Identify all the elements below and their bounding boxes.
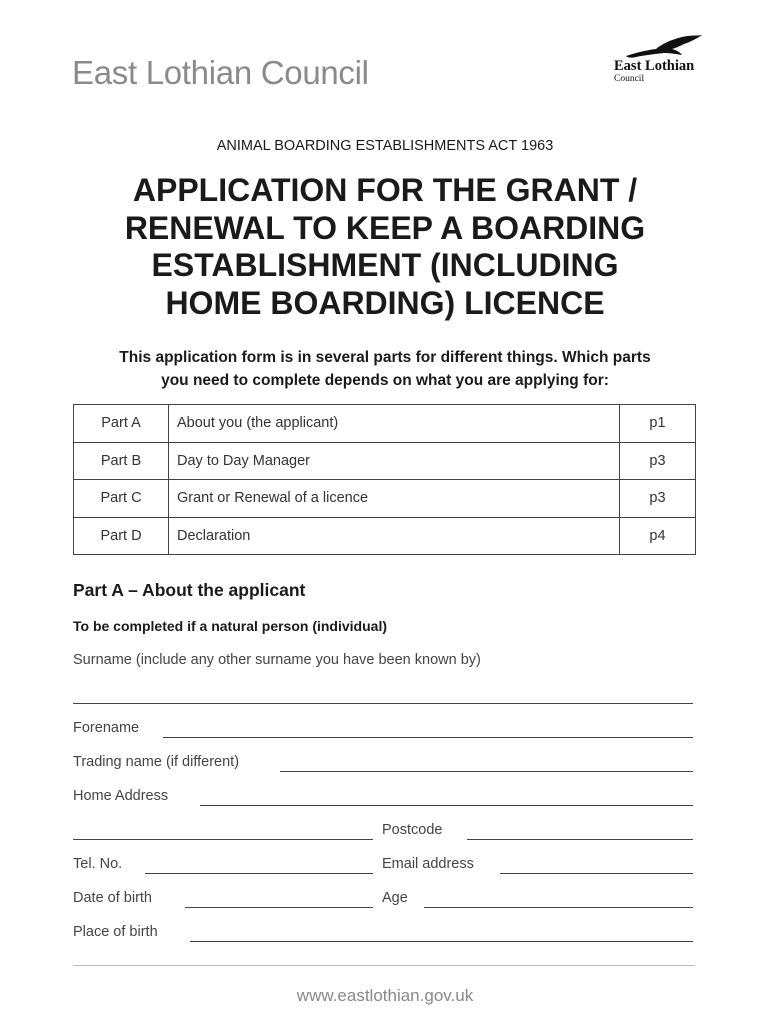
part-cell: Part B bbox=[74, 442, 169, 480]
title-line: HOME BOARDING) LICENCE bbox=[165, 284, 605, 321]
email-label: Email address bbox=[382, 856, 474, 872]
place-of-birth-field[interactable] bbox=[190, 941, 693, 942]
table-row bbox=[74, 517, 696, 555]
page-cell: p3 bbox=[620, 442, 696, 480]
forename-field[interactable] bbox=[163, 737, 693, 738]
eagle-icon bbox=[624, 34, 704, 60]
logo-wordmark: East Lothian bbox=[614, 58, 695, 74]
council-logo bbox=[612, 34, 722, 86]
footer-divider bbox=[73, 965, 695, 966]
part-cell: Part A bbox=[74, 405, 169, 443]
surname-label: Surname (include any other surname you have been known by) bbox=[73, 652, 481, 668]
surname-field[interactable] bbox=[73, 703, 693, 704]
tel-field[interactable] bbox=[145, 873, 373, 874]
postcode-label: Postcode bbox=[382, 822, 443, 838]
title-line: APPLICATION FOR THE GRANT / bbox=[132, 172, 638, 208]
act-title: ANIMAL BOARDING ESTABLISHMENTS ACT 1963 bbox=[216, 138, 554, 154]
part-a-subheading: To be completed if a natural person (individual) bbox=[73, 618, 387, 634]
postcode-field[interactable] bbox=[467, 839, 693, 840]
page-cell: p1 bbox=[620, 405, 696, 443]
desc-cell: Day to Day Manager bbox=[169, 442, 620, 480]
tel-label: Tel. No. bbox=[73, 856, 123, 872]
part-cell: Part C bbox=[74, 480, 169, 518]
place-of-birth-label: Place of birth bbox=[73, 924, 158, 940]
table-row bbox=[74, 405, 696, 443]
part-a-heading: Part A – About the applicant bbox=[73, 580, 306, 600]
logo-subtext: Council bbox=[614, 74, 645, 84]
dob-label: Date of birth bbox=[73, 890, 152, 906]
title-line: ESTABLISHMENT (INCLUDING bbox=[151, 247, 619, 283]
council-name: East Lothian Council bbox=[72, 54, 369, 91]
form-title bbox=[60, 172, 710, 322]
desc-cell: Grant or Renewal of a licence bbox=[169, 480, 620, 518]
part-cell: Part D bbox=[74, 517, 169, 555]
email-field[interactable] bbox=[500, 873, 693, 874]
page-cell: p3 bbox=[620, 480, 696, 518]
age-label: Age bbox=[382, 890, 408, 906]
table-row bbox=[74, 442, 696, 480]
trading-name-field[interactable] bbox=[280, 771, 693, 772]
desc-cell: About you (the applicant) bbox=[169, 405, 620, 443]
home-address-label: Home Address bbox=[73, 788, 169, 804]
table-row bbox=[74, 480, 696, 518]
intro-text bbox=[60, 346, 710, 392]
footer-url: www.eastlothian.gov.uk bbox=[296, 986, 474, 1005]
home-address-field[interactable] bbox=[200, 805, 693, 806]
trading-name-label: Trading name (if different) bbox=[73, 754, 240, 770]
intro-line: This application form is in several parts for different things. Which parts bbox=[119, 349, 651, 366]
age-field[interactable] bbox=[424, 907, 693, 908]
address-line-2-field[interactable] bbox=[73, 839, 373, 840]
intro-line: you need to complete depends on what you are applying for: bbox=[161, 372, 609, 389]
parts-table bbox=[73, 404, 696, 555]
desc-cell: Declaration bbox=[169, 517, 620, 555]
title-line: RENEWAL TO KEEP A BOARDING bbox=[124, 209, 646, 246]
page-cell: p4 bbox=[620, 517, 696, 555]
forename-label: Forename bbox=[73, 720, 140, 736]
dob-field[interactable] bbox=[185, 907, 373, 908]
